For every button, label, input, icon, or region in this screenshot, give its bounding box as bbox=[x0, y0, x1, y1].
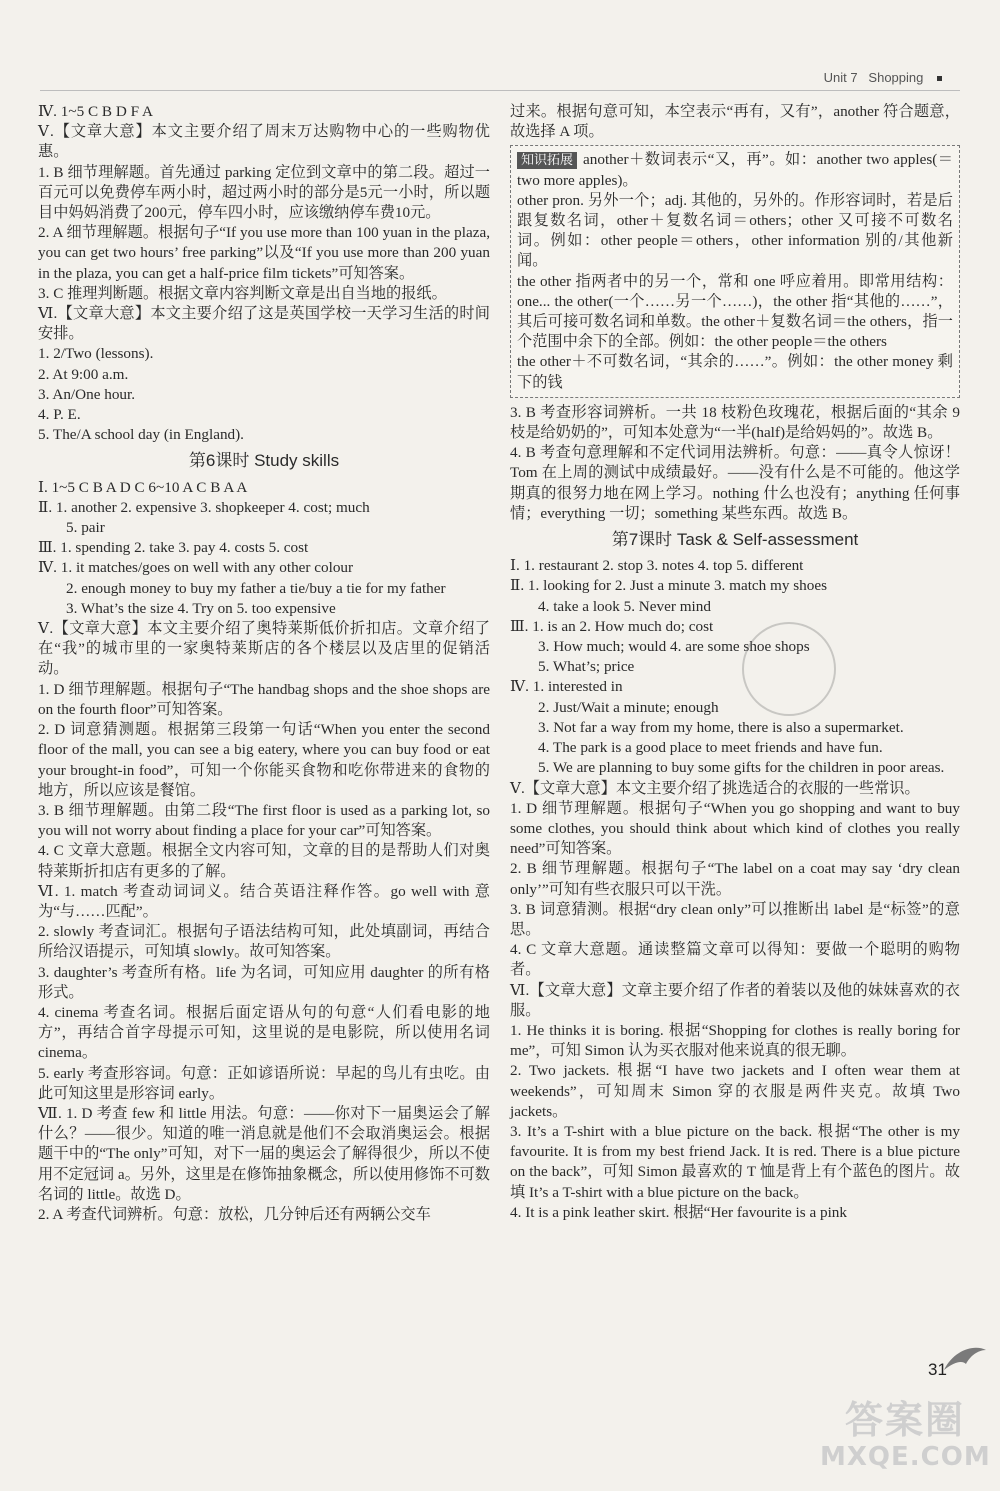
right-column bbox=[510, 102, 960, 1223]
answer-line: 3. Not far a way from my home, there is also a supermarket. bbox=[538, 718, 904, 736]
knowledge-box-line: another＋数词表示“又，再”。如：another two apples(＝two more apples)。 bbox=[517, 151, 953, 189]
answer-line: Ⅴ.【文章大意】本文主要介绍了周末万达购物中心的一些购物优惠。 bbox=[38, 123, 490, 161]
knowledge-box-line: the other＋不可数名词，“其余的……”。例如：the other money 剩下的钱 bbox=[517, 353, 953, 391]
answer-line: 3. daughter’s 考查所有格。life 为名词，可知应用 daughter 的所有格形式。 bbox=[38, 963, 490, 1001]
knowledge-box-tag: 知识拓展 bbox=[517, 152, 577, 169]
answer-line: 5. pair bbox=[66, 519, 105, 537]
lesson-section-title: 第6课时 Study skills bbox=[188, 451, 340, 471]
answer-line: Ⅵ.【文章大意】本文主要介绍了这是英国学校一天学习生活的时间安排。 bbox=[38, 305, 490, 343]
answer-line: 4. cinema 考查名词。根据后面定语从句的句意“人们看电影的地方”，再结合首字母提示可知，这里说的是电影院，所以使用名词 cinema。 bbox=[38, 1003, 490, 1062]
answer-line: 2. B 细节理解题。根据句子“The label on a coat may say ‘dry clean only’”可知有些衣服只可以干洗。 bbox=[510, 860, 960, 898]
answer-line: 5. early 考查形容词。句意：正如谚语所说：早起的鸟儿有虫吃。由此可知这里是形容词 early。 bbox=[38, 1064, 490, 1102]
answer-line: Ⅳ. 1. interested in bbox=[510, 678, 623, 696]
answer-line: Ⅱ. 1. another 2. expensive 3. shopkeeper 4. cost; much bbox=[38, 498, 370, 516]
answer-line: 3. How much; would 4. are some shoe shops bbox=[538, 638, 810, 656]
answer-line: 3. B 细节理解题。由第二段“The first floor is used as a parking lot, so you will not worry about finding a place for your car”可知答案。 bbox=[38, 801, 490, 840]
header-unit bbox=[824, 70, 942, 85]
answer-line: 2. A 考查代词辨析。句意：放松，几分钟后还有两辆公交车 bbox=[38, 1205, 431, 1223]
answer-line: 4. take a look 5. Never mind bbox=[538, 597, 711, 615]
watermark-title: 答案圈 bbox=[844, 1398, 965, 1442]
answer-line: 1. He thinks it is boring. 根据“Shopping for clothes is really boring for me”，可知 Simon 认为买衣服对他来说真的很无聊。 bbox=[510, 1021, 960, 1060]
answer-line: 1. D 细节理解题。根据句子“When you go shopping and want to buy some clothes, you should think about which kind of clothes you really need”可知答案。 bbox=[510, 799, 960, 858]
answer-line: 1. 2/Two (lessons). bbox=[38, 345, 154, 363]
knowledge-box-line: the other 指两者中的另一个，常和 one 呼应着用。即常用结构：one... the other(一个……另一个……)，the other 指“其他的……”，其后可接可数名词和单数。the other＋复数名词＝the others，指一个范围中余下的全部。例如：the other people＝the others bbox=[517, 272, 953, 351]
answer-line: 3. An/One hour. bbox=[38, 385, 136, 403]
answer-line: 3. What’s the size 4. Try on 5. too expensive bbox=[66, 599, 336, 617]
answer-line: 2. D 词意猜测题。根据第三段第一句话“When you enter the second floor of the mall, you can see a big eatery, where you can buy food or eat your brought-in food”，可知一个你能买食物和吃你带进来的食物的地方，所以应该是餐馆。 bbox=[38, 721, 490, 799]
knowledge-box-line: other pron. 另外一个；adj. 其他的，另外的。作形容词时，若是后跟复数名词，other＋复数名词＝others；other 又可接不可数名词。例如：other people＝others，other information 别的/其他新闻。 bbox=[517, 191, 953, 270]
answer-line: 1. B 细节理解题。首先通过 parking 定位到文章中的第二段。超过一百元可以免费停车两小时，超过两小时的部分是5元一小时，所以题目中妈妈消费了200元，停车四小时，应该缴纳停车费10元。 bbox=[38, 163, 490, 222]
answer-line: 3. B 考查形容词辨析。一共 18 枝粉色玫瑰花，根据后面的“其余 9 枝是给奶奶的”，可知本处意为“一半(half)是给妈妈的”。故选 B。 bbox=[510, 403, 960, 442]
answer-line: Ⅵ. 1. match 考查动词词义。结合英语注释作答。go well with 意为“与……匹配”。 bbox=[38, 882, 490, 920]
answer-line: 4. P. E. bbox=[38, 406, 81, 424]
homework-stamp-icon bbox=[742, 622, 836, 716]
header-unit-label: Unit 7 bbox=[823, 70, 858, 85]
answer-line: Ⅳ. 1~5 C B D F A bbox=[38, 103, 153, 120]
answer-line: Ⅶ. 1. D 考查 few 和 little 用法。句意：——你对下一届奥运会了解什么？——很少。知道的唯一消息就是他们不会取消奥运会。根据题干中的“The only”可知，对下一届的奥运会了解得很少，所以不使用不定冠词 a。另外，这里是在修饰抽象概念，所以使用修饰不可数名词的 little。故选 D。 bbox=[38, 1104, 490, 1203]
answer-line: Ⅴ.【文章大意】本文主要介绍了挑选适合的衣服的一些常识。 bbox=[510, 779, 920, 797]
answer-line: Ⅳ. 1. it matches/goes on well with any other colour bbox=[38, 559, 354, 577]
answer-line: 1. D 细节理解题。根据句子“The handbag shops and the shoe shops are on the fourth floor”可知答案。 bbox=[38, 680, 490, 718]
answer-line: 2. enough money to buy my father a tie/buy a tie for my father bbox=[66, 579, 446, 597]
answer-line: 2. Just/Wait a minute; enough bbox=[538, 698, 719, 716]
answer-line: 2. Two jackets. 根据“I have two jackets and I often wear them at weekends”，可知周末 Simon 穿的衣服是两件夹克。故填 Two jackets。 bbox=[510, 1062, 960, 1120]
answer-line: Ⅲ. 1. is an 2. How much do; cost bbox=[510, 617, 714, 635]
answer-line: Ⅰ. 1. restaurant 2. stop 3. notes 4. top 5. different bbox=[510, 557, 804, 575]
answer-line: Ⅵ.【文章大意】文章主要介绍了作者的着装以及他的妹妹喜欢的衣服。 bbox=[510, 981, 960, 1019]
answer-line: 过来。根据句意可知，本空表示“再有，又有”，another 符合题意，故选择 A 项。 bbox=[510, 103, 960, 141]
answer-line: 2. A 细节理解题。根据句子“If you use more than 100 yuan in the plaza, you can get two hours’ free parking”以及“If you use more than 200 yuan in the plaza, you can get a half-price film tickets”可知答案。 bbox=[38, 224, 490, 282]
answer-line: 3. B 词意猜测。根据“dry clean only”可以推断出 label 是“标签”的意思。 bbox=[510, 900, 960, 938]
answer-line: 4. C 文章大意题。根据全文内容可知，文章的目的是帮助人们对奥特莱斯折扣店有更多的了解。 bbox=[38, 842, 490, 880]
header-title: Shopping bbox=[868, 70, 924, 85]
answer-line: 2. At 9:00 a.m. bbox=[38, 365, 129, 383]
watermark-url: MXQE.COM bbox=[820, 1442, 991, 1472]
bullet-icon bbox=[937, 76, 942, 81]
answer-line: 3. C 推理判断题。根据文章内容判断文章是出自当地的报纸。 bbox=[38, 284, 447, 302]
lesson-section-title: 第7课时 Task & Self-assessment bbox=[611, 530, 859, 550]
knowledge-extension-box bbox=[510, 145, 960, 397]
answer-line: Ⅲ. 1. spending 2. take 3. pay 4. costs 5. cost bbox=[38, 539, 309, 557]
answer-line: 4. C 文章大意题。通读整篇文章可以得知：要做一个聪明的购物者。 bbox=[510, 941, 960, 979]
page-header bbox=[40, 68, 960, 91]
page-number: 31 bbox=[928, 1360, 947, 1379]
left-column bbox=[38, 102, 490, 1225]
answer-line: 4. It is a pink leather skirt. 根据“Her favourite is a pink bbox=[510, 1203, 847, 1221]
answer-line: 3. It’s a T-shirt with a blue picture on the back. 根据“The other is my favourite. It is from my best friend Jack. It is red. There is a blue picture on the back”，可知 Simon 最喜欢的 T 恤是背上有个蓝色的图片。故填 It’s a T-shirt with a blue picture on the back。 bbox=[510, 1122, 960, 1201]
answer-line: 2. slowly 考查词汇。根据句子语法结构可知，此处填副词，再结合所给汉语提示，可知填 slowly。故可知答案。 bbox=[38, 923, 490, 961]
answer-line: 5. The/A school day (in England). bbox=[38, 426, 244, 444]
watermark-logo bbox=[820, 1398, 990, 1472]
answer-line: Ⅴ.【文章大意】本文主要介绍了奥特莱斯低价折扣店。文章介绍了在“我”的城市里的一家奥特莱斯店的各个楼层以及店里的促销活动。 bbox=[38, 620, 490, 678]
dolphin-icon bbox=[940, 1340, 990, 1380]
answer-line: Ⅰ. 1~5 C B A D C 6~10 A C B A A bbox=[38, 478, 248, 496]
answer-line: 4. B 考查句意理解和不定代词用法辨析。句意：——真令人惊讶！Tom 在上周的测试中成绩最好。——没有什么是不可能的。他这学期真的很努力地在网上学习。nothing 什么也没有；anything 任何事情；everything 一切；something 某些东西。故选 B。 bbox=[510, 444, 960, 522]
answer-line: 5. We are planning to buy some gifts for the children in poor areas. bbox=[538, 759, 945, 777]
answer-line: 5. What’s; price bbox=[538, 658, 635, 676]
answer-line: Ⅱ. 1. looking for 2. Just a minute 3. match my shoes bbox=[510, 577, 827, 595]
answer-line: 4. The park is a good place to meet friends and have fun. bbox=[538, 739, 883, 757]
